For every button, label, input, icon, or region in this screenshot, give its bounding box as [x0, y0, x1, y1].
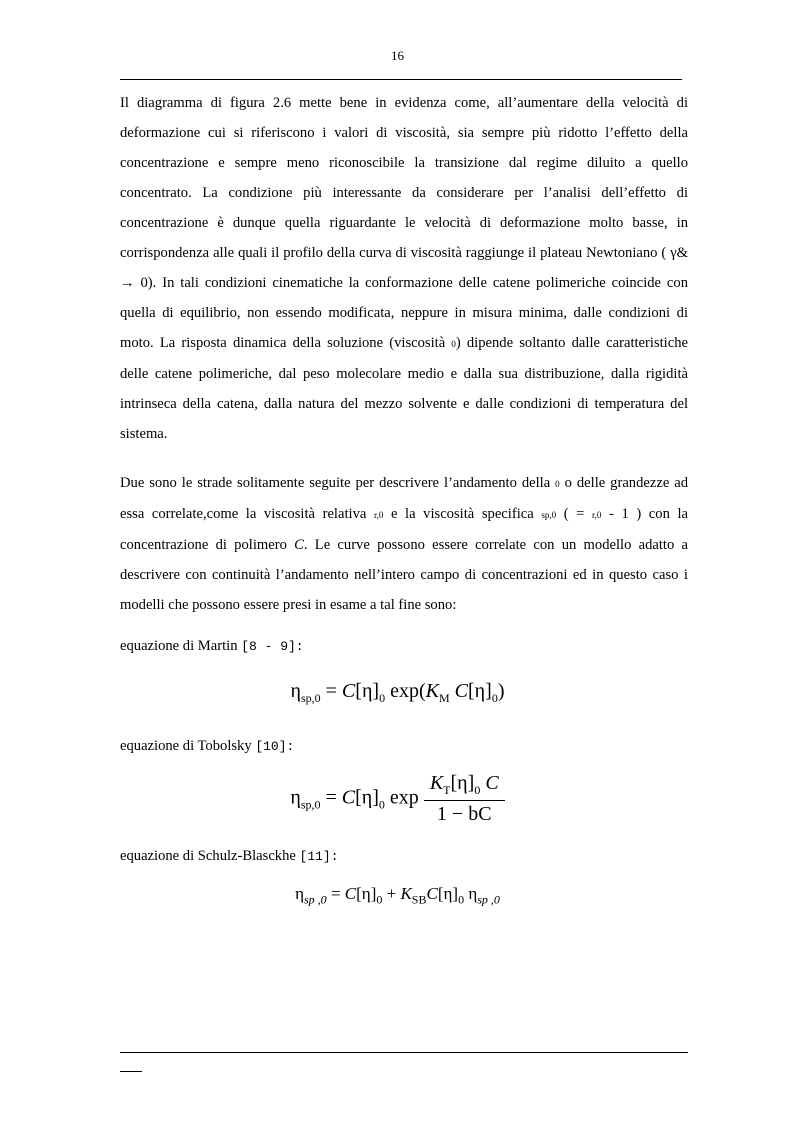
- variable-k: K: [429, 772, 444, 794]
- tobolsky-label-text: equazione di Tobolsky: [120, 738, 252, 754]
- subscript-r0: r,0: [592, 510, 602, 520]
- bracket: [: [355, 680, 362, 702]
- para2-text-5: - 1 ) con la concentrazione di polimero: [120, 506, 689, 553]
- equals-sign: =: [330, 884, 341, 903]
- paragraph-2: [120, 468, 688, 620]
- bracket: [: [450, 772, 458, 794]
- subscript: sp,0: [300, 797, 321, 812]
- gamma-dot-limit: ( γ& → 0).: [120, 245, 688, 291]
- fraction-numerator: [424, 772, 505, 801]
- subscript: T: [443, 783, 451, 797]
- subscript: 0: [379, 691, 386, 705]
- schulz-label-text: equazione di Schulz-Blasckhe: [120, 848, 296, 864]
- martin-label-text: equazione di Martin: [120, 638, 238, 654]
- bracket: [: [437, 884, 444, 903]
- eta-symbol: η: [295, 884, 305, 903]
- variable-c: C: [341, 786, 356, 809]
- tobolsky-reference: [10]:: [255, 739, 295, 754]
- variable-k: K: [400, 884, 412, 903]
- eta-symbol: η: [468, 884, 478, 903]
- variable-k: K: [425, 680, 439, 702]
- exp-function: exp: [389, 786, 419, 809]
- eta-symbol: η: [361, 786, 373, 809]
- para1-text-3: ) dipende soltanto dalle caratteristiche delle catene polimeriche, dal peso molecolare medio e dalla sua distribuzione, dalla rigidità intrinseca della catena, dalla natura del mezzo solvente e dalle condizioni di temperatura del sistema.: [120, 335, 688, 442]
- martin-label: [120, 638, 304, 655]
- subscript: SB: [411, 892, 427, 907]
- schulz-label: [120, 848, 339, 865]
- para2-text-6: . Le curve possono essere correlate con un modello adatto a descrivere con continuità l’andamento nell’intero campo di concentrazioni ed in questo caso i modelli che possono essere presi in esame a tal fine sono:: [120, 537, 689, 613]
- subscript-0: 0: [451, 339, 456, 349]
- bracket: ]: [467, 772, 475, 794]
- fraction-denominator: 1 − bC: [436, 803, 492, 825]
- subscript: 0: [474, 783, 481, 797]
- footer-rule-stub: [120, 1071, 142, 1072]
- para1-text-2: In tali condizioni cinematiche la conformazione delle catene polimeriche coincide con quella di equilibrio, non essendo modificata, neppure in misura minima, dalle condizioni di moto. La risposta dinamica della soluzione (viscosità: [120, 275, 688, 351]
- subscript-r0: r,0: [373, 510, 384, 520]
- bracket: ]: [372, 680, 380, 702]
- subscript: 0: [378, 797, 385, 812]
- plus-sign: +: [386, 884, 397, 903]
- header-rule: [120, 79, 682, 80]
- martin-reference: [8 - 9]:: [241, 639, 304, 654]
- paragraph-1: [120, 88, 688, 449]
- bracket: ]: [485, 680, 492, 702]
- exp-function: exp: [390, 680, 419, 702]
- martin-equation: [0, 680, 795, 706]
- subscript: sp,0: [300, 691, 321, 705]
- equals-sign: =: [325, 680, 337, 702]
- variable-c: C: [344, 884, 357, 903]
- subscript-0: 0: [555, 479, 560, 489]
- subscript: sp ,0: [477, 892, 500, 907]
- para2-text-2: o delle grandezze ad essa correlate,come la viscosità relativa: [120, 475, 689, 522]
- subscript: M: [438, 691, 450, 705]
- para2-text-1: Due sono le strade solitamente seguite per descrivere l’andamento della: [120, 475, 551, 491]
- eta-symbol: η: [361, 884, 371, 903]
- tobolsky-label: [120, 738, 294, 755]
- subscript: 0: [491, 691, 498, 705]
- eta-symbol: η: [290, 680, 301, 702]
- subscript-sp0: sp,0: [541, 510, 557, 520]
- eta-symbol: η: [443, 884, 453, 903]
- para1-text-1: Il diagramma di figura 2.6 mette bene in evidenza come, all’aumentare della velocità di deformazione cui si riferiscono i valori di viscosità, sia sempre più ridotto l’effetto della concentrazione e sempre meno riconoscibile la transizione dal regime diluito a quello concentrato. La condizione più interessante da considerare per l’analisi dell’effetto di concentrazione è dunque quella riguardante le velocità di deformazione molto basse, in corrispondenza alle quali il profilo della curva di viscosità raggiunge il plateau Newtoniano: [120, 95, 688, 261]
- para2-text-3: e la viscosità specifica: [390, 506, 534, 522]
- eta-symbol: η: [474, 680, 486, 702]
- paren: ): [497, 680, 505, 702]
- variable-c: C: [294, 537, 304, 553]
- equals-sign: =: [325, 786, 337, 809]
- variable-c: C: [454, 680, 468, 702]
- subscript: sp ,0: [304, 892, 327, 907]
- schulz-equation: [0, 884, 795, 907]
- para2-text-4: ( =: [563, 506, 585, 522]
- variable-c: C: [426, 884, 438, 903]
- subscript: 0: [458, 892, 465, 907]
- eta-symbol: η: [361, 680, 373, 702]
- tobolsky-equation: [0, 772, 795, 826]
- variable-c: C: [341, 680, 356, 702]
- variable-c: C: [485, 772, 499, 794]
- paren: (: [418, 680, 426, 702]
- eta-symbol: η: [290, 786, 301, 809]
- eta-symbol: η: [457, 772, 468, 794]
- bracket: ]: [370, 884, 377, 903]
- bracket: [: [356, 884, 362, 903]
- schulz-reference: [11]:: [299, 849, 339, 864]
- bracket: [: [355, 786, 362, 809]
- footer-rule: [120, 1052, 688, 1053]
- bracket: ]: [452, 884, 459, 903]
- bracket: [: [468, 680, 475, 702]
- page-number: 16: [391, 48, 404, 63]
- bracket: ]: [372, 786, 379, 809]
- subscript: 0: [376, 892, 383, 907]
- fraction: [424, 772, 505, 826]
